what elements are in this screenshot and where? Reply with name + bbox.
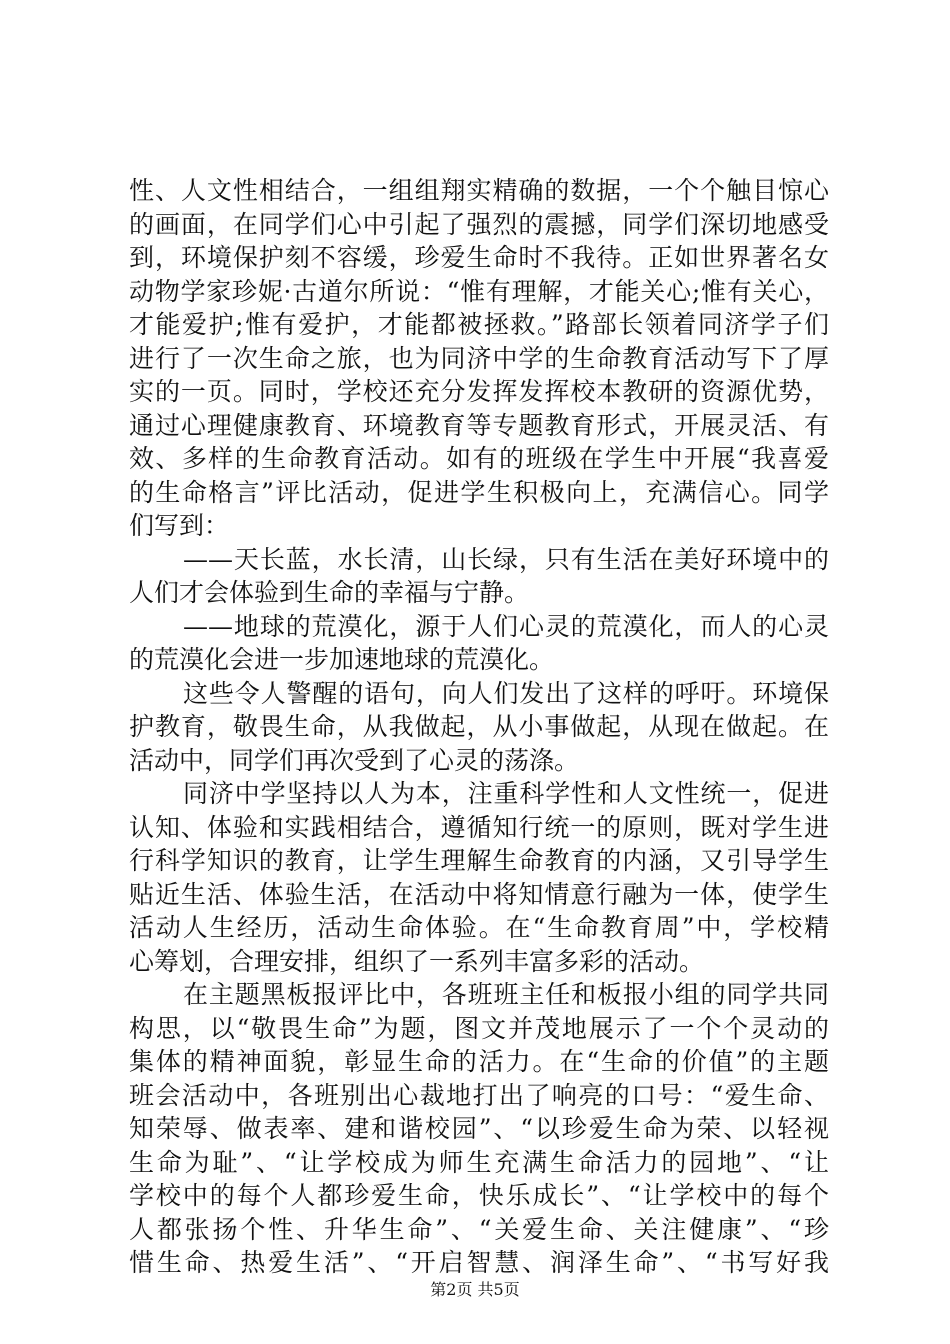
text-line: 性、人文性相结合，一组组翔实精确的数据，一个个触目惊心 [129, 176, 829, 205]
document-body [129, 174, 829, 1280]
text-line: 动物学家珍妮·古道尔所说：“惟有理解，才能关心;惟有关心， [129, 276, 829, 306]
text-line: 人们才会体验到生命的幸福与宁静。 [129, 578, 530, 607]
text-line: 知荣辱、做表率、建和谐校园”、“以珍爱生命为荣、以轻视 [129, 1114, 829, 1143]
page-footer [0, 1280, 950, 1300]
text-line: 的荒漠化会进一步加速地球的荒漠化。 [129, 645, 555, 674]
text-line: 活动中，同学们再次受到了心灵的荡涤。 [129, 745, 580, 775]
text-line: 集体的精神面貌，彰显生命的活力。在“生命的价值”的主题 [129, 1047, 829, 1076]
text-line: 才能爱护;惟有爱护，才能都被拯救。”路部长领着同济学子们 [129, 310, 829, 339]
text-line: 这些令人警醒的语句，向人们发出了这样的呼吁。环境保 [183, 678, 829, 708]
text-line: 惜生命、热爱生活”、“开启智慧、润泽生命”、“书写好我 [129, 1248, 829, 1277]
text-line: 心筹划，合理安排，组织了一系列丰富多彩的活动。 [129, 946, 705, 976]
text-line: 在主题黑板报评比中，各班班主任和板报小组的同学共同 [183, 980, 829, 1009]
text-line: 通过心理健康教育、环境教育等专题教育形式，开展灵活、有 [129, 410, 829, 440]
text-line: 构思，以“敬畏生命”为题，图文并茂地展示了一个个灵动的 [129, 1013, 829, 1043]
text-line: 认知、体验和实践相结合，遵循知行统一的原则，既对学生进 [129, 812, 829, 842]
text-line: 同济中学坚持以人为本，注重科学性和人文性统一，促进 [183, 779, 829, 808]
text-line: 的画面，在同学们心中引起了强烈的震撼，同学们深切地感受 [129, 209, 829, 239]
text-line: 护教育，敬畏生命，从我做起，从小事做起，从现在做起。在 [129, 712, 829, 741]
text-line: 行科学知识的教育，让学生理解生命教育的内涵，又引导学生 [129, 846, 829, 875]
text-line: 到，环境保护刻不容缓，珍爱生命时不我待。正如世界著名女 [129, 243, 829, 272]
text-line: 效、多样的生命教育活动。如有的班级在学生中开展“我喜爱 [129, 444, 829, 473]
text-line: 们写到： [129, 511, 230, 540]
text-line: 贴近生活、体验生活，在活动中将知情意行融为一体，使学生 [129, 879, 829, 909]
text-line: 生命为耻”、“让学校成为师生充满生命活力的园地”、“让 [129, 1147, 829, 1177]
text-line: 活动人生经历，活动生命体验。在“生命教育周”中，学校精 [129, 913, 829, 942]
text-line: ——地球的荒漠化，源于人们心灵的荒漠化，而人的心灵 [183, 611, 829, 641]
text-line: 学校中的每个人都珍爱生命，快乐成长”、“让学校中的每个 [129, 1181, 829, 1210]
text-line: 的生命格言”评比活动，促进学生积极向上，充满信心。同学 [129, 477, 829, 507]
text-line: 人都张扬个性、升华生命”、“关爱生命、关注健康”、“珍 [129, 1214, 829, 1244]
text-line: 进行了一次生命之旅，也为同济中学的生命教育活动写下了厚 [129, 343, 829, 373]
page-number: 第2页 共5页 [430, 1280, 520, 1299]
text-line: ——天长蓝，水长清，山长绿，只有生活在美好环境中的 [183, 544, 829, 574]
text-line: 班会活动中，各班别出心裁地打出了响亮的口号：“爱生命、 [129, 1080, 829, 1110]
text-line: 实的一页。同时，学校还充分发挥发挥校本教研的资源优势， [129, 377, 829, 406]
